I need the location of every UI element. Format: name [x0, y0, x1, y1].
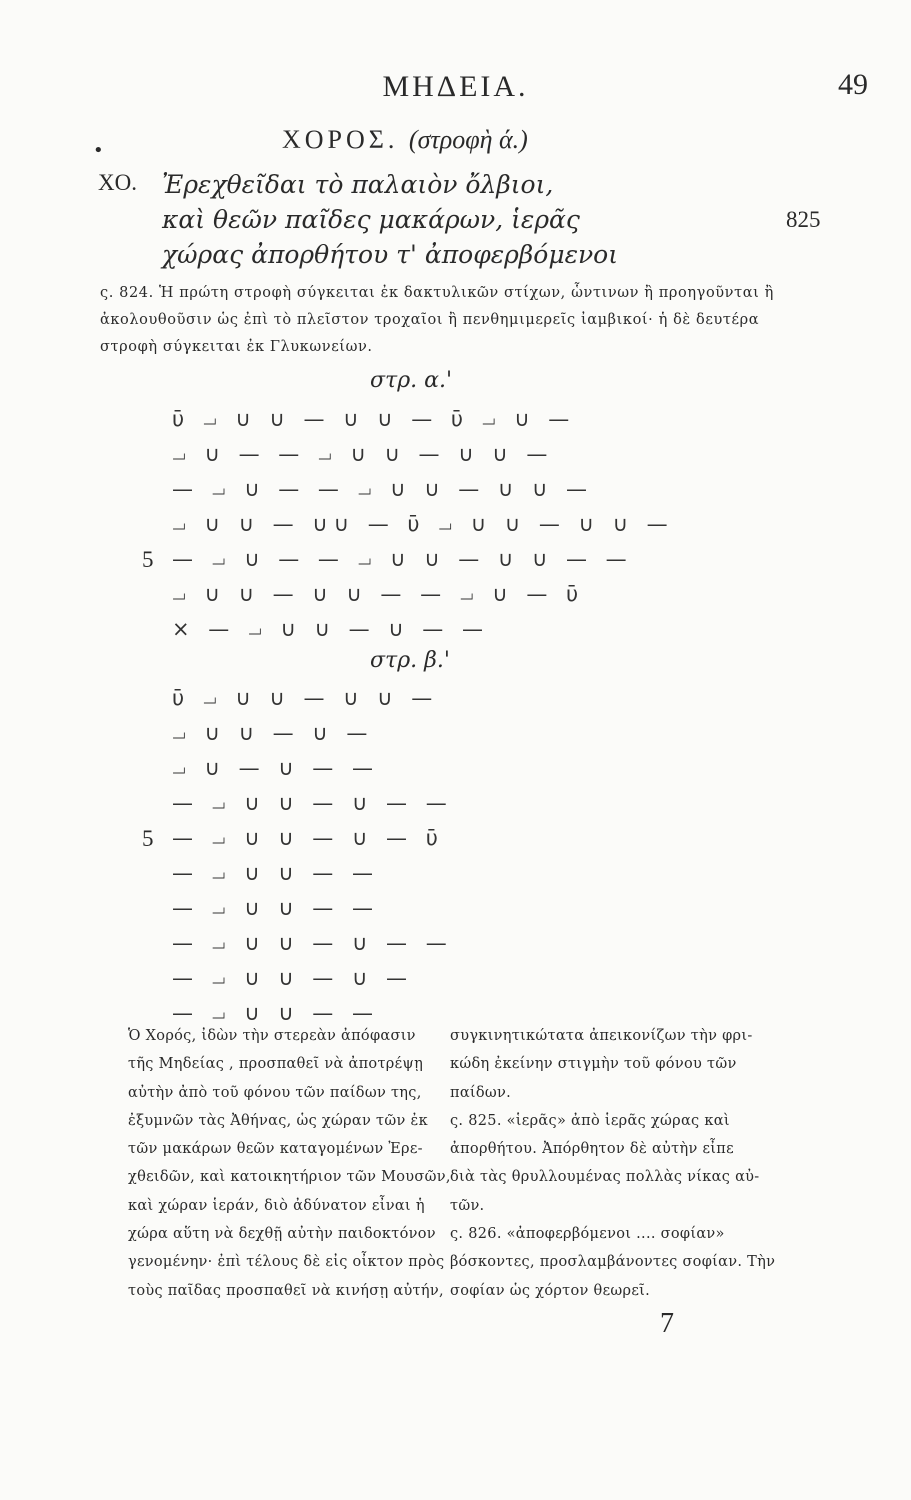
commentary-line: ς. 825. «ἱερᾶς» ἀπὸ ἱερᾶς χώρας καὶ [450, 1112, 730, 1129]
commentary-line: ς. 826. «ἀποφερβόμενοι .... σοφίαν» [450, 1226, 725, 1243]
scheme-a-line-number: 5 [142, 547, 154, 572]
meter-line: — ⏗ ∪ ∪ — — [172, 861, 379, 885]
commentary-line: γενομένην· ἐπὶ τέλους δὲ εἰς οἶκτον πρὸς [128, 1254, 445, 1271]
commentary-line: καὶ χώραν ἱεράν, διὸ ἀδύνατον εἶναι ἡ [128, 1197, 425, 1214]
commentary-line: σοφίαν ὡς χόρτον θεωρεῖ. [450, 1282, 651, 1299]
commentary-line: βόσκοντες, προσλαμβάνοντες σοφίαν. Τὴν [450, 1254, 776, 1271]
verse-line-number: 825 [786, 207, 821, 232]
verse-line: καὶ θεῶν παῖδες μακάρων, ἱερᾶς [162, 205, 580, 234]
speaker-label: ΧΟ. [98, 170, 137, 195]
meter-line: — ⏗ ∪ — — ⏗ ∪ ∪ — ∪ ∪ — [172, 477, 594, 501]
running-title: ΜΗΔΕΙΑ. [382, 70, 529, 103]
commentary-line: ἀπορθήτου. Ἀπόρθητον δὲ αὐτὴν εἶπε [450, 1141, 734, 1158]
meter-line: — ⏗ ∪ ∪ — — [172, 896, 379, 920]
meter-line: × — ⏗ ∪ ∪ — ∪ — — [172, 617, 489, 641]
commentary-right-column [450, 1022, 790, 1305]
commentary-line: τῆς Μηδείας , προσπαθεῖ νὰ ἀποτρέψῃ [128, 1056, 424, 1073]
meter-line: ⏗ ∪ — — ⏗ ∪ ∪ — ∪ ∪ — [172, 442, 554, 466]
commentary-line: χθειδῶν, καὶ κατοικητήριον τῶν Μουσῶν, [128, 1169, 451, 1186]
scheme-a-label: στρ. α.' [370, 368, 453, 393]
meter-line: — ⏗ ∪ ∪ — ∪ — [172, 966, 414, 990]
commentary-line: τῶν. [450, 1197, 485, 1214]
commentary-line: αὐτὴν ἀπὸ τοῦ φόνου τῶν παίδων της, [128, 1084, 422, 1101]
commentary-line: τοὺς παῖδας προσπαθεῖ νὰ κινήσῃ αὐτήν, [128, 1282, 444, 1299]
signature-mark: 7 [660, 1308, 674, 1339]
meter-line: — ⏗ ∪ — — ⏗ ∪ ∪ — ∪ ∪ — — [172, 547, 633, 571]
meter-line: — ⏗ ∪ ∪ — ∪ — ῡ [172, 826, 444, 850]
verse-line: χώρας ἀπορθήτου τ' ἀποφερβόμενοι [162, 240, 619, 269]
commentary-line: διὰ τὰς θρυλλουμένας πολλὰς νίκας αὐ- [450, 1169, 760, 1186]
section-title-text: ΧΟΡΟΣ. [282, 125, 399, 154]
meter-line: ⏗ ∪ ∪ — ∪ — [172, 721, 374, 745]
commentary-line: συγκινητικώτατα ἀπεικονίζων τὴν φρι- [450, 1028, 753, 1044]
bullet-mark: • [93, 140, 104, 161]
meter-line: — ⏗ ∪ ∪ — — [172, 1001, 379, 1025]
meter-line: — ⏗ ∪ ∪ — ∪ — — [172, 791, 453, 815]
meter-line: — ⏗ ∪ ∪ — ∪ — — [172, 931, 453, 955]
verse-line: Ἐρεχθεῖδαι τὸ παλαιὸν ὄλβιοι, [162, 170, 554, 199]
page-number: 49 [838, 68, 868, 101]
commentary-line: κώδη ἐκείνην στιγμὴν τοῦ φόνου τῶν [450, 1056, 737, 1073]
commentary-line: Ὁ Χορός, ἰδὼν τὴν στερεὰν ἀπόφασιν [128, 1028, 416, 1044]
commentary-line: χώρα αὕτη νὰ δεχθῇ αὐτὴν παιδοκτόνον [128, 1226, 436, 1243]
meter-line: ⏗ ∪ ∪ — ∪∪ — ῡ ⏗ ∪ ∪ — ∪ ∪ — [172, 512, 674, 536]
commentary-line: παίδων. [450, 1084, 512, 1101]
metrical-note: ς. 824. Ἡ πρώτη στροφὴ σύγκειται ἐκ δακτυλικῶν στίχων, ὧντινων ἢ προηγοῦνται ἢ ἀκολουθοῦσιν ὡς ἐπὶ τὸ πλεῖστον τροχαῖοι ἢ πενθημιμερεῖς ἰαμβικοί· ἡ δὲ δευτέρα στροφὴ σύγκειται ἐκ Γλυκωνείων. [100, 285, 774, 355]
meter-line: ⏗ ∪ ∪ — ∪ ∪ — — ⏗ ∪ — ῡ [172, 582, 585, 606]
commentary-line: τῶν μακάρων θεῶν καταγομένων Ἐρε- [128, 1141, 423, 1158]
meter-line: ῡ ⏗ ∪ ∪ — ∪ ∪ — ῡ ⏗ ∪ — [172, 407, 576, 431]
commentary-left-column [128, 1022, 451, 1305]
meter-line: ⏗ ∪ — ∪ — — [172, 756, 379, 780]
meter-line: ῡ ⏗ ∪ ∪ — ∪ ∪ — [172, 686, 439, 710]
scheme-b-label: στρ. β.' [370, 648, 450, 673]
scheme-b-line-number: 5 [142, 826, 154, 851]
strophe-label: (στροφὴ ά.) [408, 125, 528, 154]
section-title [282, 125, 528, 155]
commentary-line: ἐξυμνῶν τὰς Ἀθήνας, ὡς χώραν τῶν ἐκ [128, 1112, 428, 1129]
